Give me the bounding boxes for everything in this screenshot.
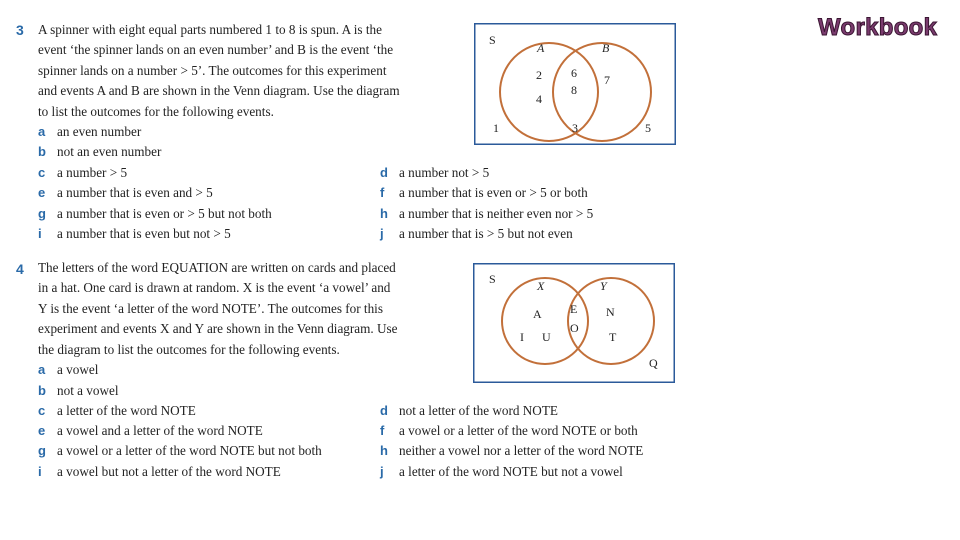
venn-element: 4 — [536, 92, 542, 106]
option-letter: a — [38, 362, 46, 377]
stem-line: The letters of the word EQUATION are written on cards and placed — [38, 260, 396, 275]
option-letter: i — [38, 464, 42, 479]
stem-line: experiment and events X and Y are shown in the Venn diagram. Use — [38, 321, 398, 337]
q4-option-f — [380, 421, 638, 441]
q4-option-h — [380, 441, 643, 461]
option-text: a vowel and a letter of the word NOTE — [57, 423, 263, 438]
stem-line: spinner lands on a number > 5’. The outcomes for this experiment — [38, 62, 387, 78]
q3-option-a — [38, 122, 141, 142]
q4-option-c — [38, 401, 196, 421]
option-letter: b — [38, 144, 46, 159]
venn-element: I — [520, 330, 524, 344]
option-text: neither a vowel nor a letter of the word NOTE — [399, 443, 644, 458]
set-y-label: Y — [600, 279, 607, 293]
option-letter: j — [380, 226, 384, 241]
q4-option-e — [38, 421, 263, 441]
option-text: a letter of the word NOTE but not a vowel — [399, 464, 623, 479]
venn-element: 8 — [571, 83, 577, 97]
option-letter: c — [38, 403, 46, 418]
option-text: a vowel or a letter of the word NOTE or both — [399, 423, 638, 438]
question-3-stem — [38, 20, 400, 122]
set-x-label: X — [537, 279, 545, 293]
q4-option-d — [380, 401, 558, 421]
option-text: a vowel — [57, 362, 99, 377]
option-letter: g — [38, 443, 46, 458]
q3-option-e — [38, 183, 213, 203]
option-letter: d — [380, 165, 388, 180]
option-letter: a — [38, 124, 46, 139]
option-text: not an even number — [57, 144, 162, 159]
option-text: a number > 5 — [57, 165, 128, 180]
q3-option-d — [380, 163, 489, 183]
q3-option-i — [38, 224, 231, 244]
q4-venn-diagram — [473, 263, 675, 383]
venn-element: T — [609, 330, 617, 344]
venn-element: E — [570, 302, 578, 316]
option-text: a number that is neither even nor > 5 — [399, 206, 594, 221]
option-text: a number that is > 5 but not even — [399, 226, 573, 241]
option-letter: j — [380, 464, 384, 479]
q4-option-b — [38, 381, 119, 401]
set-b-label: B — [602, 41, 610, 55]
q3-option-c — [38, 163, 127, 183]
q4-option-j — [380, 462, 623, 482]
q4-option-i — [38, 462, 281, 482]
venn-element: U — [542, 330, 551, 344]
question-3-number: 3 — [16, 22, 24, 38]
stem-line: and events A and B are shown in the Venn diagram. Use the diagram — [38, 83, 400, 99]
stem-line: A spinner with eight equal parts numbered 1 to 8 is spun. A is the — [38, 22, 382, 37]
stem-line: Y is the event ‘a letter of the word NOTE’. The outcomes for this — [38, 300, 383, 316]
option-text: a number that is even or > 5 or both — [399, 185, 588, 200]
option-text: a vowel or a letter of the word NOTE but not both — [57, 443, 322, 458]
option-letter: f — [380, 423, 385, 438]
q3-option-j — [380, 224, 573, 244]
option-text: a vowel but not a letter of the word NOTE — [57, 464, 281, 479]
option-text: not a vowel — [57, 383, 119, 398]
venn-element: 7 — [604, 73, 610, 87]
venn-element: 6 — [571, 66, 577, 80]
option-letter: f — [380, 185, 385, 200]
option-letter: d — [380, 403, 388, 418]
option-text: a number not > 5 — [399, 165, 490, 180]
universe-label: S — [489, 272, 496, 286]
option-text: an even number — [57, 124, 142, 139]
option-letter: c — [38, 165, 46, 180]
option-letter: h — [380, 206, 388, 221]
q3-venn-diagram — [474, 23, 676, 145]
option-text: a number that is even but not > 5 — [57, 226, 231, 241]
option-text: a number that is even and > 5 — [57, 185, 213, 200]
question-4-stem — [38, 258, 398, 360]
option-letter: e — [38, 423, 46, 438]
venn-element: 1 — [493, 121, 499, 135]
venn-element: 3 — [572, 121, 578, 135]
q3-option-f — [380, 183, 588, 203]
q3-option-h — [380, 204, 593, 224]
stem-line: event ‘the spinner lands on an even number’ and B is the event ‘the — [38, 42, 394, 58]
venn-element: A — [533, 307, 542, 321]
stem-line: to list the outcomes for the following events. — [38, 103, 274, 119]
venn-circle-y — [568, 278, 654, 364]
option-letter: g — [38, 206, 46, 221]
option-letter: b — [38, 383, 46, 398]
option-text: not a letter of the word NOTE — [399, 403, 558, 418]
venn-element: 5 — [645, 121, 651, 135]
venn-element: O — [570, 321, 579, 335]
q4-option-g — [38, 441, 322, 461]
option-text: a number that is even or > 5 but not both — [57, 206, 272, 221]
venn-element: Q — [649, 356, 658, 370]
venn-circle-a — [500, 43, 598, 141]
option-letter: e — [38, 185, 46, 200]
stem-line: in a hat. One card is drawn at random. X is the event ‘a vowel’ and — [38, 280, 391, 296]
workbook-badge: Workbook — [818, 14, 938, 41]
option-text: a letter of the word NOTE — [57, 403, 196, 418]
universe-label: S — [489, 33, 496, 47]
q3-option-b — [38, 142, 161, 162]
q3-option-g — [38, 204, 272, 224]
option-letter: h — [380, 443, 388, 458]
option-letter: i — [38, 226, 42, 241]
stem-line: the diagram to list the outcomes for the following events. — [38, 341, 340, 357]
venn-element: N — [606, 305, 615, 319]
venn-element: 2 — [536, 68, 542, 82]
q4-option-a — [38, 360, 98, 380]
set-a-label: A — [537, 41, 545, 55]
question-4-number: 4 — [16, 261, 24, 277]
venn-circle-b — [553, 43, 651, 141]
